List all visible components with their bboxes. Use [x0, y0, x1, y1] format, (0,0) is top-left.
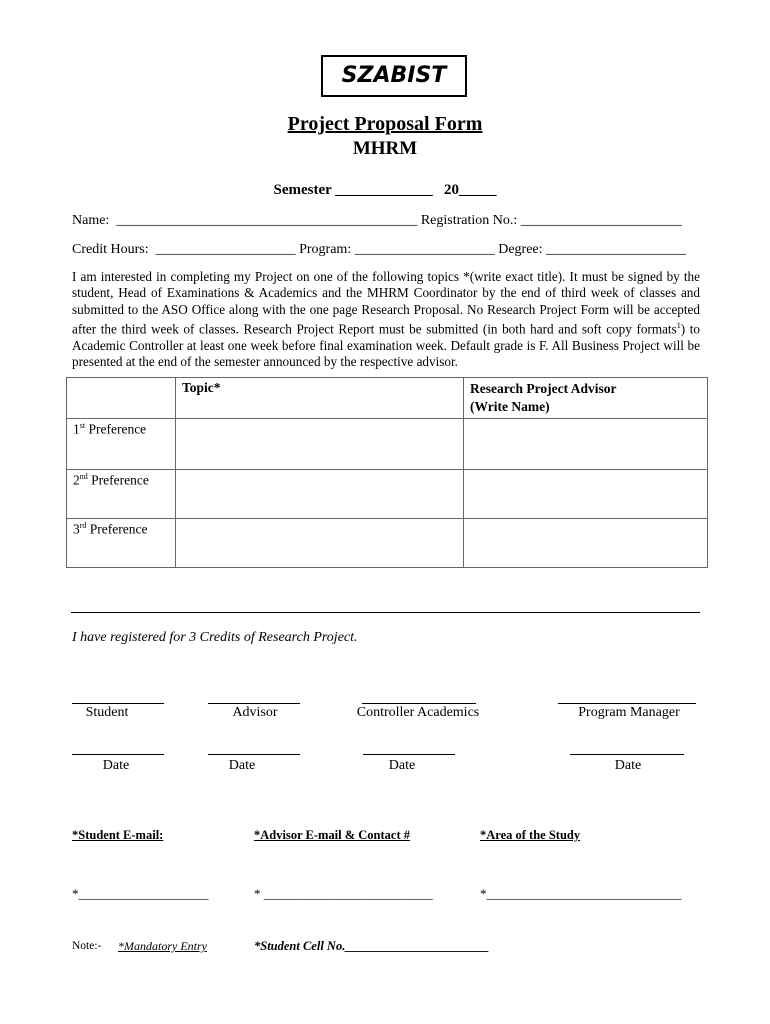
note-label: Note:- — [72, 940, 102, 952]
advisor-email-field[interactable]: * __________________________ — [254, 886, 433, 901]
program-manager-date-line[interactable] — [570, 754, 684, 755]
student-date-line[interactable] — [72, 754, 164, 755]
table-row — [67, 470, 708, 519]
advisor-signature-line[interactable] — [208, 703, 300, 704]
advisor-date-label: Date — [228, 758, 256, 773]
table-row — [67, 519, 708, 568]
topic-cell[interactable] — [176, 419, 464, 470]
szabist-logo: SZABIST — [321, 55, 467, 97]
table-corner-cell — [67, 378, 176, 419]
student-email-field[interactable]: *____________________ — [72, 886, 209, 901]
controller-academics-label: Controller Academics — [356, 705, 480, 720]
advisor-label: Advisor — [232, 705, 278, 720]
controller-date-line[interactable] — [363, 754, 455, 755]
topic-cell[interactable] — [176, 519, 464, 568]
program-manager-label: Program Manager — [578, 705, 680, 720]
instructions-paragraph: I am interested in completing my Project on one of the following topics *(write exact title). It must be signed by the student, Head of Examinations & Academics and the MHRM Coordinator by the end of third week of classes and submitted to the ASO Office along with the one page Research Proposal. No Research Project Form will be accepted after the third week of classes. Research Project Report must be submitted (in both hard and soft copy formats$^1$) to Academic Controller at least one week before final examination week. Default grade is F. All Business Project will be presented at the end of the semester announced by the respective advisor. — [72, 269, 700, 370]
page-title: Project Proposal Form — [287, 113, 483, 135]
table-row — [67, 419, 708, 470]
topic-header: Topic* — [176, 378, 464, 419]
preference-table — [66, 377, 708, 568]
advisor-cell[interactable] — [464, 519, 708, 568]
page-subtitle: MHRM — [352, 138, 418, 159]
area-of-study-field[interactable]: *______________________________ — [480, 886, 682, 901]
advisor-cell[interactable] — [464, 419, 708, 470]
student-date-label: Date — [102, 758, 130, 773]
mandatory-entry-note: *Mandatory Entry — [118, 939, 207, 953]
advisor-cell[interactable] — [464, 470, 708, 519]
preference-label: 3rd Preference — [67, 519, 176, 568]
advisor-email-label: *Advisor E-mail & Contact # — [254, 828, 411, 842]
controller-signature-line[interactable] — [362, 703, 476, 704]
credits-statement: I have registered for 3 Credits of Research Project. — [72, 630, 358, 645]
student-label: Student — [85, 705, 129, 720]
student-cell-field[interactable]: *Student Cell No._______________________ — [254, 939, 490, 953]
preference-label: 2nd Preference — [67, 470, 176, 519]
credit-program-degree-line: Credit Hours: ____________________ Program: ____________________ Degree: ____________________ — [72, 242, 687, 257]
program-manager-signature-line[interactable] — [558, 703, 696, 704]
semester-line: Semester _____________ 20_____ — [273, 182, 497, 198]
advisor-header: Research Project Advisor (Write Name) — [464, 378, 708, 419]
name-registration-line: Name: ___________________________________________ Registration No.: _______________________ — [72, 213, 682, 228]
area-of-study-label: *Area of the Study — [480, 828, 581, 842]
controller-date-label: Date — [388, 758, 416, 773]
student-email-label: *Student E-mail: — [72, 828, 164, 842]
student-signature-line[interactable] — [72, 703, 164, 704]
program-manager-date-label: Date — [614, 758, 642, 773]
section-divider — [71, 612, 700, 613]
advisor-date-line[interactable] — [208, 754, 300, 755]
topic-cell[interactable] — [176, 470, 464, 519]
preference-label: 1st Preference — [67, 419, 176, 470]
